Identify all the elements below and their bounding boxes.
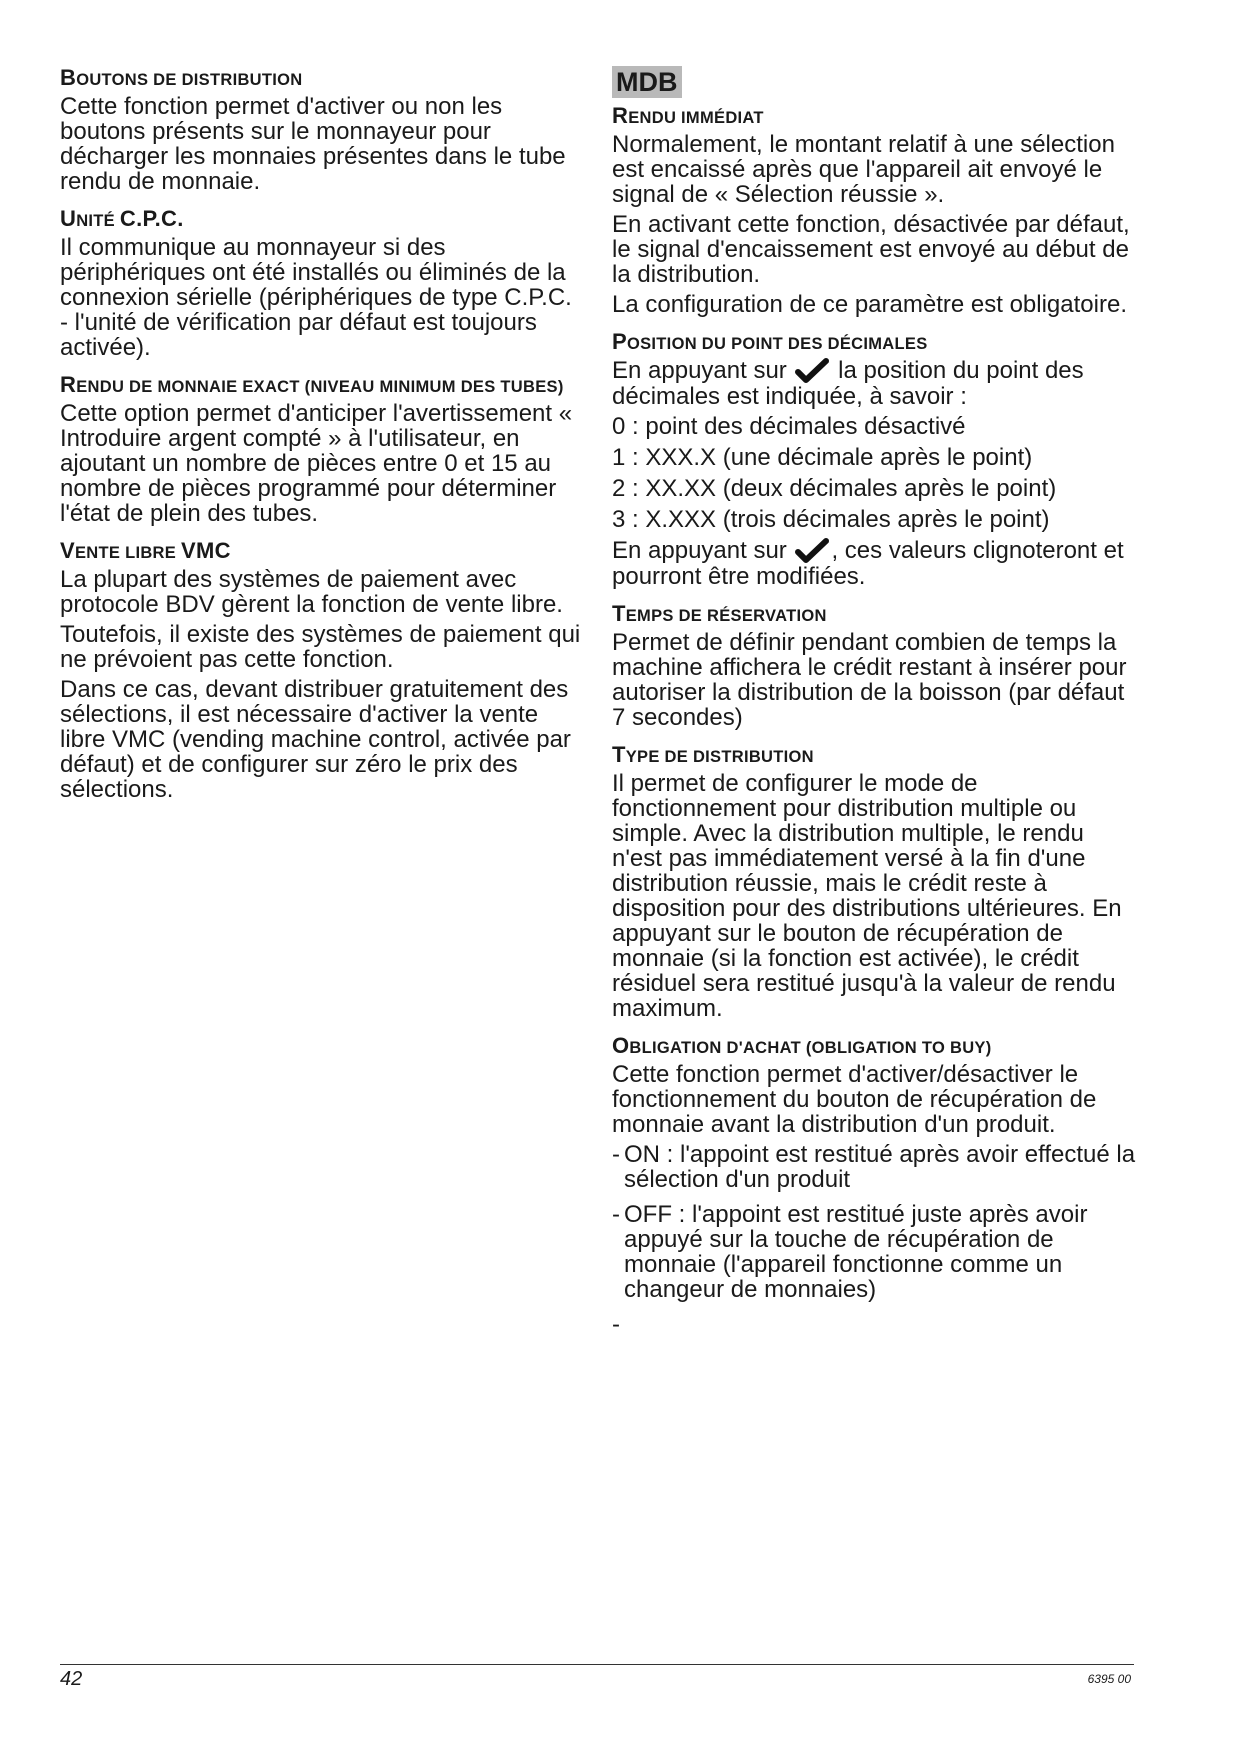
decimal-option: 3 : X.XXX (trois décimales après le point) [612, 506, 1050, 533]
list-item-text: ON : l'appoint est restitué après avoir effectué la sélection d'un produit [624, 1141, 1136, 1193]
bullet-dash: - [612, 1141, 620, 1168]
right-column [612, 66, 1140, 1343]
heading-text: UNITÉ [60, 206, 115, 231]
section-heading-obligation-achat: OBLIGATION D'ACHAT (OBLIGATION TO BUY) [612, 1033, 992, 1058]
paragraph: En activant cette fonction, désactivée par défaut, le signal d'encaissement est envoyé au début de la distribution. [612, 211, 1130, 288]
paragraph: Il communique au monnayeur si des périphériques ont été installés ou éliminés de la connexion sérielle (périphériques de type C.P.C. - l'unité de vérification par défaut est toujours activée). [60, 234, 572, 361]
section-heading-vente-libre-vmc [60, 539, 585, 565]
paragraph: La configuration de ce paramètre est obligatoire. [612, 291, 1127, 318]
section-heading-rendu-exact: RENDU DE MONNAIE EXACT (NIVEAU MINIMUM DES TUBES) [60, 372, 564, 397]
text-run: En appuyant sur [612, 357, 787, 384]
paragraph [612, 358, 1140, 409]
section-heading-rendu-immediat: RENDU IMMÉDIAT [612, 103, 764, 128]
section-heading-boutons-distribution: BOUTONS DE DISTRIBUTION [60, 65, 303, 90]
list-item [612, 1202, 1140, 1302]
decimal-option: 2 : XX.XX (deux décimales après le point) [612, 475, 1057, 502]
section-heading-temps-reservation: TEMPS DE RÉSERVATION [612, 601, 827, 626]
bullet-dash: - [612, 1201, 620, 1228]
paragraph: Il permet de configurer le mode de fonctionnement pour distribution multiple ou simple. Avec la distribution multiple, le rendu n'est pas immédiatement versé à la fin d'une distribution réussie, mais le crédit reste à disposition pour des distributions ultérieures. En appuyant sur le bouton de récupération de monnaie (si la fonction est activée), le crédit résiduel sera restitué jusqu'à la valeur de rendu maximum. [612, 770, 1122, 1022]
paragraph: Cette fonction permet d'activer/désactiver le fonctionnement du bouton de récupération de monnaie avant la distribution d'un produit. [612, 1061, 1097, 1138]
paragraph: Normalement, le montant relatif à une sélection est encaissé après que l'appareil ait envoyé le signal de « Sélection réussie ». [612, 131, 1115, 208]
heading-text: VENTE LIBRE [60, 538, 177, 563]
heading-acronym: C.P.C. [119, 206, 184, 231]
section-heading-unite-cpc [60, 207, 585, 233]
decimal-option: 0 : point des décimales désactivé [612, 413, 966, 440]
checkmark-icon [795, 358, 829, 384]
mdb-section-label: MDB [612, 66, 682, 98]
heading-acronym: VMC [180, 538, 231, 563]
paragraph: Cette option permet d'anticiper l'avertissement « Introduire argent compté » à l'utilisateur, en ajoutant un nombre de pièces entre 0 et 15 au nombre de pièces programmé pour déterminer l'état de plein des tubes. [60, 400, 573, 527]
decimal-option: 1 : XXX.X (une décimale après le point) [612, 444, 1033, 471]
paragraph: Permet de définir pendant combien de temps la machine affichera le crédit restant à insérer pour autoriser la distribution de la boisson (par défaut 7 secondes) [612, 629, 1127, 731]
left-column [60, 66, 585, 807]
text-run: la position du point des décimales est indiquée, à savoir : [612, 357, 1084, 410]
paragraph: La plupart des systèmes de paiement avec protocole BDV gèrent la fonction de vente libre. [60, 566, 563, 618]
checkmark-icon [795, 538, 829, 564]
paragraph: Cette fonction permet d'activer ou non les boutons présents sur le monnayeur pour décharger les monnaies présentes dans le tube rendu de monnaie. [60, 93, 566, 195]
list-item-text: OFF : l'appoint est restitué juste après avoir appuyé sur la touche de récupération de monnaie (l'appareil fonctionne comme un changeur de monnaies) [624, 1201, 1088, 1303]
empty-list-dash: - [612, 1311, 620, 1338]
section-heading-type-distribution: TYPE DE DISTRIBUTION [612, 742, 814, 767]
page-number: 42 [60, 1668, 83, 1690]
section-heading-position-point: POSITION DU POINT DES DÉCIMALES [612, 329, 928, 354]
text-run: En appuyant sur [612, 537, 787, 564]
paragraph: Toutefois, il existe des systèmes de paiement qui ne prévoient pas cette fonction. [60, 621, 581, 673]
paragraph [612, 538, 1140, 589]
document-code: 6395 00 [1087, 1672, 1131, 1686]
list-item [612, 1142, 1140, 1192]
paragraph: Dans ce cas, devant distribuer gratuitement des sélections, il est nécessaire d'activer la vente libre VMC (vending machine control, activée par défaut) et de configurer sur zéro le prix des sélections. [60, 676, 571, 803]
footer-divider [60, 1664, 1134, 1665]
text-run: , ces valeurs clignoteront et pourront être modifiées. [612, 537, 1124, 590]
